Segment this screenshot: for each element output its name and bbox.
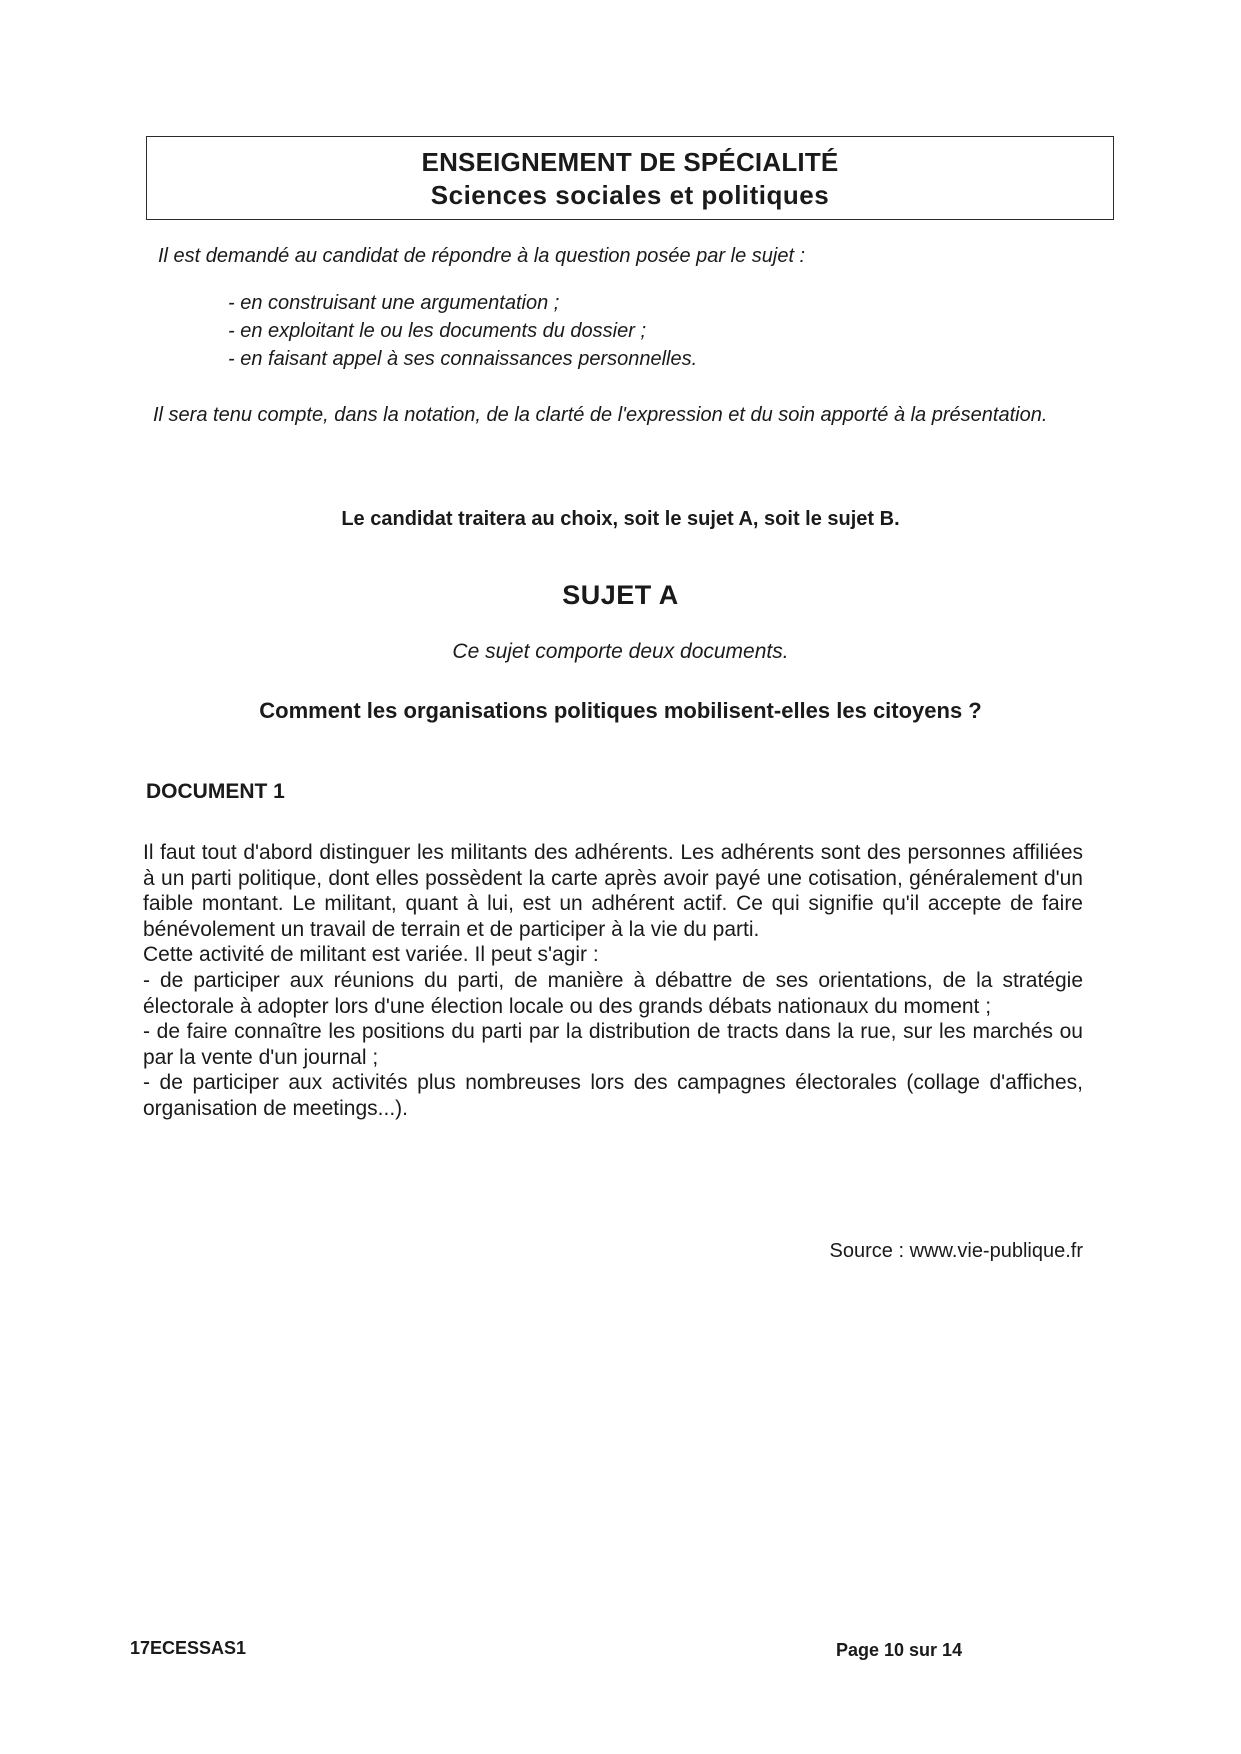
sujet-docs-note: Ce sujet comporte deux documents. <box>452 640 789 663</box>
sujet-question: Comment les organisations politiques mobilisent-elles les citoyens ? <box>259 698 982 723</box>
instructions-intro: Il est demandé au candidat de répondre à la question posée par le sujet : <box>158 245 806 267</box>
document-paragraph: Il faut tout d'abord distinguer les militants des adhérents. Les adhérents sont des personnes affiliées à un parti politique, dont elles possèdent la carte après avoir payé une cotisation, généralement d'un faible montant. Le militant, quant à lui, est un adhérent actif. Ce qui signifie qu'il accepte de faire bénévolement un travail de terrain et de participer à la vie du parti. <box>143 841 1083 941</box>
instruction-item: - en construisant une argumentation ; <box>228 292 560 314</box>
document-paragraph: Cette activité de militant est variée. Il peut s'agir : <box>143 943 599 967</box>
document-list-item: - de participer aux activités plus nombreuses lors des campagnes électorales (collage d'affiches, organisation de meetings...). <box>143 1071 1083 1120</box>
document-list-item: - de participer aux réunions du parti, de manière à débattre de ses orientations, de la stratégie électorale à adopter lors d'une élection locale ou des grands débats nationaux du moment ; <box>143 968 1083 1018</box>
instruction-item: - en exploitant le ou les documents du dossier ; <box>228 320 647 342</box>
document-list-item: - de faire connaître les positions du parti par la distribution de tracts dans la rue, sur les marchés ou par la vente d'un journal ; <box>143 1020 1083 1069</box>
header-title: ENSEIGNEMENT DE SPÉCIALITÉ <box>421 147 839 177</box>
header-subtitle: Sciences sociales et politiques <box>430 180 830 210</box>
document-label: DOCUMENT 1 <box>146 780 285 803</box>
header-box <box>146 136 1114 220</box>
footer-code: 17ECESSAS1 <box>130 1638 247 1658</box>
sujet-title: SUJET A <box>562 580 679 610</box>
instructions-list <box>228 289 697 373</box>
document-body <box>143 840 1083 1122</box>
instructions-note: Il sera tenu compte, dans la notation, de la clarté de l'expression et du soin apporté à la présentation. <box>153 404 1048 426</box>
instruction-item: - en faisant appel à ses connaissances personnelles. <box>228 348 698 370</box>
document-source: Source : www.vie-publique.fr <box>829 1240 1083 1262</box>
footer-page-number: Page 10 sur 14 <box>836 1640 963 1660</box>
choice-statement: Le candidat traitera au choix, soit le sujet A, soit le sujet B. <box>341 508 900 530</box>
document-list <box>143 968 1083 1122</box>
